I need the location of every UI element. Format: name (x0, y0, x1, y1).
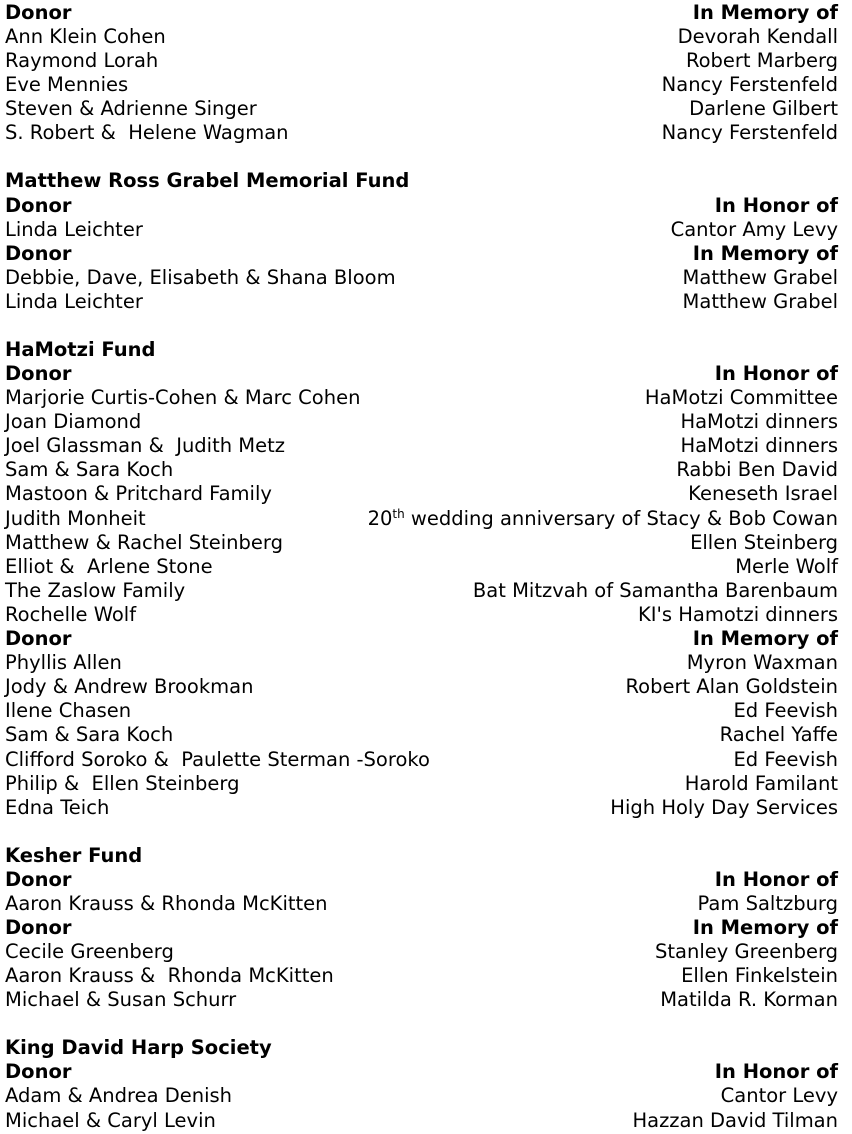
donation-row (5, 73, 838, 97)
donor-header: Donor (5, 627, 72, 651)
donation-row (5, 988, 838, 1012)
in-honor-of-header: In Honor of (714, 1060, 838, 1084)
honoree-name: Harold Familant (684, 771, 838, 795)
donation-row (5, 603, 838, 627)
honoree-name: Hazzan David Tilman (632, 1108, 838, 1132)
section-spacer (5, 146, 838, 170)
section-title: King David Harp Society (5, 1036, 272, 1060)
donation-row (5, 748, 838, 772)
donation-row (5, 675, 838, 699)
donation-row (5, 458, 838, 482)
donation-row (5, 1084, 838, 1108)
honoree-text: wedding anniversary of Stacy & Bob Cowan (404, 506, 838, 530)
section-spacer (5, 1012, 838, 1036)
donation-row (5, 940, 838, 964)
donor-name: Philip & Ellen Steinberg (5, 771, 240, 795)
donation-row (5, 579, 838, 603)
section-matthew-ross-grabel-memorial-fund (5, 169, 838, 314)
donation-row (5, 555, 838, 579)
donation-row (5, 651, 838, 675)
column-header-row (5, 627, 838, 651)
donation-row (5, 531, 838, 555)
donation-row (5, 97, 838, 121)
section-king-david-harp-society (5, 1036, 838, 1132)
section-title: HaMotzi Fund (5, 337, 156, 361)
donor-name: Linda Leichter (5, 217, 143, 241)
donor-name: Raymond Lorah (5, 49, 159, 73)
honoree-name: Nancy Ferstenfeld (661, 73, 838, 97)
column-header-row (5, 194, 838, 218)
honoree-name: Pam Saltzburg (697, 891, 838, 915)
donor-name: Rochelle Wolf (5, 602, 137, 626)
donor-header: Donor (5, 193, 72, 217)
column-header-row (5, 868, 838, 892)
donation-row (5, 49, 838, 73)
honoree-name: Rabbi Ben David (676, 458, 838, 482)
donor-header: Donor (5, 915, 72, 939)
donor-name: Cecile Greenberg (5, 940, 174, 964)
section-spacer (5, 820, 838, 844)
donor-name: Ilene Chasen (5, 699, 132, 723)
donor-name: Clifford Soroko & Paulette Sterman -Soroko (5, 747, 430, 771)
donation-row (5, 507, 838, 531)
honoree-name: Myron Waxman (686, 651, 838, 675)
honoree-name: Ellen Steinberg (690, 530, 838, 554)
donor-name: Sam & Sara Koch (5, 723, 174, 747)
honoree-name: KI's Hamotzi dinners (638, 602, 838, 626)
honoree-name: Darlene Gilbert (689, 97, 838, 121)
donor-name: Matthew & Rachel Steinberg (5, 530, 283, 554)
column-header-row (5, 362, 838, 386)
honoree-name: Robert Alan Goldstein (625, 675, 838, 699)
donor-name: Judith Monheit (5, 506, 146, 530)
honoree-name: HaMotzi dinners (680, 410, 838, 434)
donor-name: Marjorie Curtis-Cohen & Marc Cohen (5, 386, 361, 410)
honoree-name: Bat Mitzvah of Samantha Barenbaum (472, 578, 838, 602)
donor-header: Donor (5, 241, 72, 265)
donation-row (5, 892, 838, 916)
honoree-name: Matilda R. Korman (660, 988, 838, 1012)
donation-row (5, 121, 838, 145)
honoree-name: High Holy Day Services (610, 795, 838, 819)
donor-name: Michael & Susan Schurr (5, 988, 237, 1012)
donor-name: Sam & Sara Koch (5, 458, 174, 482)
in-memory-of-header: In Memory of (692, 1, 838, 24)
in-honor-of-header: In Honor of (714, 867, 838, 891)
in-memory-of-header: In Memory of (692, 627, 838, 651)
donation-row (5, 266, 838, 290)
donor-name: Aaron Krauss & Rhonda McKitten (5, 891, 328, 915)
donation-row (5, 434, 838, 458)
donation-row (5, 290, 838, 314)
donation-row (5, 410, 838, 434)
section-hamotzi-fund (5, 338, 838, 820)
donor-name: Joan Diamond (5, 410, 142, 434)
donation-row (5, 218, 838, 242)
honoree-name: Cantor Levy (720, 1084, 838, 1108)
donation-row (5, 482, 838, 506)
donation-row (5, 723, 838, 747)
donor-name: Michael & Caryl Levin (5, 1108, 216, 1132)
in-honor-of-header: In Honor of (714, 193, 838, 217)
donor-name: Elliot & Arlene Stone (5, 554, 213, 578)
donation-row (5, 25, 838, 49)
donor-name: S. Robert & Helene Wagman (5, 121, 289, 145)
section-untitled (5, 1, 838, 146)
donation-row (5, 796, 838, 820)
honoree-ordinal-suffix: th (392, 506, 405, 521)
donor-name: Eve Mennies (5, 73, 129, 97)
donor-name: Edna Teich (5, 795, 110, 819)
donor-name: Adam & Andrea Denish (5, 1084, 233, 1108)
donor-name: Steven & Adrienne Singer (5, 97, 257, 121)
donor-name: Ann Klein Cohen (5, 25, 166, 49)
honoree-name: Matthew Grabel (682, 265, 838, 289)
honoree-name: Merle Wolf (735, 554, 838, 578)
honoree-name (368, 507, 838, 531)
column-header-row (5, 1, 838, 25)
donor-header: Donor (5, 362, 72, 385)
honoree-name: Rachel Yaffe (719, 723, 838, 747)
donation-row (5, 699, 838, 723)
donor-name: Linda Leichter (5, 289, 143, 313)
donor-name: Mastoon & Pritchard Family (5, 482, 272, 506)
honoree-name: Ed Feevish (733, 747, 838, 771)
honoree-name: Cantor Amy Levy (670, 217, 838, 241)
honoree-name: HaMotzi Committee (644, 386, 838, 410)
section-title: Matthew Ross Grabel Memorial Fund (5, 169, 410, 193)
column-header-row (5, 916, 838, 940)
column-header-row (5, 242, 838, 266)
donor-name: Debbie, Dave, Elisabeth & Shana Bloom (5, 265, 396, 289)
honoree-name: HaMotzi dinners (680, 434, 838, 458)
section-kesher-fund (5, 844, 838, 1013)
in-memory-of-header: In Memory of (692, 915, 838, 939)
column-header-row (5, 1060, 838, 1084)
donor-header: Donor (5, 1, 72, 24)
honoree-name: Devorah Kendall (677, 25, 838, 49)
honoree-name: Stanley Greenberg (655, 940, 838, 964)
honoree-name: Ellen Finkelstein (681, 964, 838, 988)
section-title: Kesher Fund (5, 843, 143, 867)
honoree-name: Nancy Ferstenfeld (661, 121, 838, 145)
honoree-name: Ed Feevish (733, 699, 838, 723)
honoree-name: Robert Marberg (685, 49, 838, 73)
donor-name: Phyllis Allen (5, 651, 122, 675)
donation-row (5, 386, 838, 410)
donation-row (5, 964, 838, 988)
in-memory-of-header: In Memory of (692, 241, 838, 265)
honoree-name: Matthew Grabel (682, 289, 838, 313)
donor-header: Donor (5, 1060, 72, 1084)
donation-row (5, 772, 838, 796)
donor-name: Joel Glassman & Judith Metz (5, 434, 286, 458)
donor-name: Aaron Krauss & Rhonda McKitten (5, 964, 334, 988)
donor-name: The Zaslow Family (5, 578, 186, 602)
donor-header: Donor (5, 867, 72, 891)
honoree-name: Keneseth Israel (688, 482, 838, 506)
in-honor-of-header: In Honor of (714, 362, 838, 385)
donor-name: Jody & Andrew Brookman (5, 675, 254, 699)
donation-row (5, 1109, 838, 1133)
honoree-ordinal-number: 20 (367, 506, 393, 530)
section-spacer (5, 314, 838, 338)
